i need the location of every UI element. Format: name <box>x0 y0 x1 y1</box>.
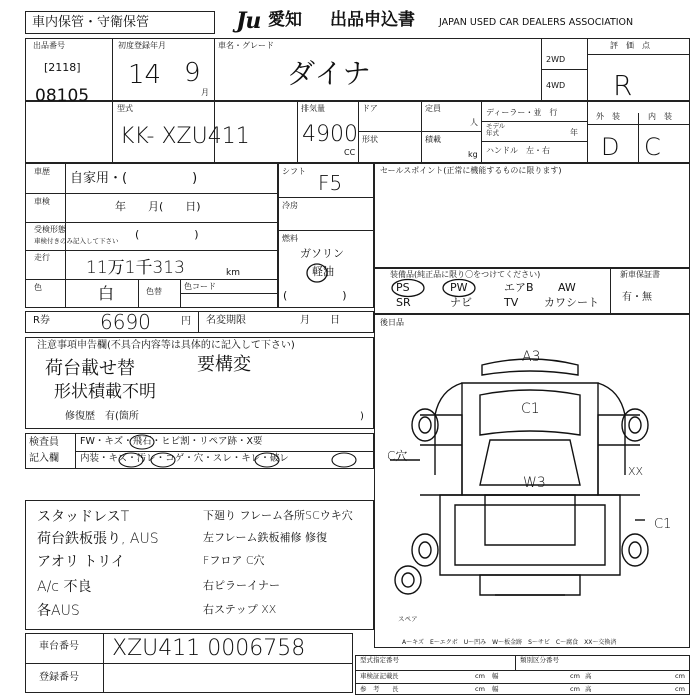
inspector-label1: 検査員 <box>29 437 59 448</box>
receipt-note: 車検付きのみ記入して下さい <box>34 237 119 245</box>
spare-label: スペア <box>398 615 418 623</box>
height-unit: cm <box>675 672 685 680</box>
color-value: 白 <box>98 284 115 303</box>
model-year-label: モデル 年式 <box>486 122 506 138</box>
score-label: 評 価 点 <box>610 41 650 50</box>
int-score: C <box>644 133 661 161</box>
month-unit: 月 <box>201 88 209 97</box>
dealer-label: ディーラー・並 行 <box>486 108 558 117</box>
len-label: 長 <box>392 672 399 680</box>
remark-line: A/c 不良 <box>37 579 92 595</box>
equipment-item: PS <box>396 281 410 294</box>
lot-bracket: [2118] <box>44 61 81 74</box>
mark-xx-right: XX <box>628 465 644 478</box>
color-label: 色 <box>34 283 42 292</box>
receipt-value: ( ) <box>135 228 199 241</box>
drive-4wd: 4WD <box>546 81 566 90</box>
type-designation-label: 型式指定番号 <box>360 656 399 664</box>
height-label: 高 <box>585 672 592 680</box>
lot-label: 出品番号 <box>33 41 65 50</box>
chassis-value: XZU411 0006758 <box>112 636 306 661</box>
remark-line: 左フレーム鉄板補修 修復 <box>203 531 328 544</box>
remarks-list <box>25 500 374 630</box>
equipment-item: SR <box>396 296 411 309</box>
remark-line: 各AUS <box>37 603 80 619</box>
drive-2wd: 2WD <box>546 55 566 64</box>
ref-width-unit: cm <box>570 685 580 693</box>
ref-width: 幅 <box>492 685 499 693</box>
equipment-item: PW <box>450 281 468 294</box>
mark-a3: A3 <box>522 349 541 365</box>
remark-line: アオリ トリイ <box>37 554 125 570</box>
mark-c1-top: C1 <box>521 401 540 417</box>
disp-label: 排気量 <box>301 104 325 113</box>
name-change-label: 名変期限 <box>206 315 246 326</box>
ref-len: 長 <box>392 685 399 693</box>
form-title: 出品申込書 <box>330 10 415 30</box>
width-unit: cm <box>570 672 580 680</box>
inspector-row2: 内装・キズ・汚レ・コゲ・穴・スレ・キレ・破レ <box>80 453 289 464</box>
doc-type-box <box>25 11 215 34</box>
mileage-label: 走行 <box>34 253 50 262</box>
remark-line: Fフロア C穴 <box>203 554 265 567</box>
ref-height-unit: cm <box>675 685 685 693</box>
remark-line: 下廻り フレーム各所SCウキ穴 <box>203 509 353 522</box>
door-label: ドア <box>362 104 378 113</box>
type-value: KK- XZU411 <box>120 124 250 149</box>
equipment-item: エアB <box>504 281 534 294</box>
inspector-row1: FW・キズ・飛石・ヒビ割・リペア跡・X要 <box>80 436 263 447</box>
type-label: 型式 <box>117 104 133 113</box>
mileage-value: 11万1千313 <box>86 258 185 278</box>
equipment-item: カワシート <box>544 296 599 309</box>
usage-label: 車歴 <box>34 167 50 176</box>
notes-label: 注意事項申告欄(不具合内容等は具体的に記入して下さい) <box>37 340 295 351</box>
disp-value: 4900 <box>302 122 358 147</box>
sales-point-label: セールスポイント(正常に機能するものに限ります) <box>380 166 562 175</box>
remark-line: 右ピラーイナー <box>203 579 280 592</box>
org-name: 愛知 <box>268 10 302 30</box>
repair-label: 修復歴 有(箇所 <box>65 411 139 422</box>
equipment-label: 装備品(純正品に限り〇をつけてください) <box>390 270 541 279</box>
repair-close: ) <box>360 411 364 422</box>
lot-number: 08105 <box>35 86 90 106</box>
model-name: ダイナ <box>287 57 371 90</box>
name-change-value: 月 日 <box>300 315 340 326</box>
color-code-label: 色コード <box>184 282 216 291</box>
mark-w3: W3 <box>523 475 546 491</box>
cooler-label: 冷房 <box>282 201 298 210</box>
notes-line1: 荷台載せ替 <box>45 358 135 379</box>
model-label: 車名・グレード <box>218 41 274 50</box>
pw-circle-mark <box>441 278 477 298</box>
load-unit: kg <box>468 150 478 159</box>
damage-legend: A～キズ E～エクボ U～凹み W～板金跡 S～サビ C～腐食 XX～交換済 <box>402 639 617 646</box>
int-label: 内 装 <box>648 112 672 121</box>
ref-label: 参 考 <box>360 685 380 693</box>
fuel-parens: ( ) <box>283 289 347 302</box>
handle-label: ハンドル 左・右 <box>486 146 550 155</box>
load-label: 積載 <box>425 135 441 144</box>
shape-label: 形状 <box>362 135 378 144</box>
width-label: 幅 <box>492 672 499 680</box>
inspector-label2: 記入欄 <box>29 453 59 464</box>
first-reg-year: 14 <box>128 60 162 90</box>
fuel-label: 燃料 <box>282 234 298 243</box>
recycle-value: 6690 <box>100 310 151 334</box>
after-label: 後日品 <box>380 318 404 327</box>
notes-line2: 形状積載不明 <box>54 382 156 402</box>
shift-value: F5 <box>318 171 343 195</box>
receipt-label: 受検形態 <box>34 225 66 234</box>
cert-label: 車検証記載 <box>360 672 393 680</box>
first-reg-label: 初度登録年月 <box>118 41 166 50</box>
fuel-diesel: 軽油 <box>312 265 334 278</box>
category-label: 類別区分番号 <box>520 656 559 664</box>
ps-circle-mark <box>390 278 426 298</box>
sales-point-frame <box>374 163 690 268</box>
color-change-label: 色替 <box>146 287 162 296</box>
form-subtitle: JAPAN USED CAR DEALERS ASSOCIATION <box>439 17 634 28</box>
notes-line1b: 要構変 <box>197 354 251 375</box>
recycle-unit: 円 <box>181 316 191 327</box>
mileage-unit: km <box>226 268 240 278</box>
inspect-value: 年 月( 日) <box>115 200 201 213</box>
disp-unit: CC <box>344 148 356 157</box>
len-unit: cm <box>475 672 485 680</box>
ju-logo: Ju <box>236 8 261 34</box>
usage-value: 自家用・( ) <box>70 171 198 186</box>
equipment-item: AW <box>558 281 576 294</box>
mark-c-ana: C穴 <box>387 449 408 463</box>
ref-height: 高 <box>585 685 592 693</box>
score-value: R <box>613 69 633 102</box>
mark-c1-right: C1 <box>654 517 672 532</box>
remark-line: スタッドレスT <box>37 509 130 525</box>
year-unit: 年 <box>570 128 578 137</box>
inspect-label: 車検 <box>34 197 50 206</box>
new-warranty-label: 新車保証書 <box>620 270 660 279</box>
ref-len-unit: cm <box>475 685 485 693</box>
shift-label: シフト <box>282 167 306 176</box>
fuel-circle-mark <box>305 262 329 284</box>
new-warranty-value: 有・無 <box>622 292 652 303</box>
remark-line: 荷台鉄板張り, AUS <box>37 531 159 547</box>
equipment-item: ナビ <box>450 296 472 309</box>
doc-type: 車内保管・守衛保管 <box>32 15 150 30</box>
reg-label: 登録番号 <box>39 672 79 683</box>
remark-line: 右ステップ XX <box>203 603 277 616</box>
inspector-circle-marks <box>100 434 370 470</box>
capacity-unit: 人 <box>470 118 478 127</box>
ext-score: D <box>601 133 620 161</box>
fuel-value: ガソリン <box>300 247 344 260</box>
recycle-label: R券 <box>33 315 50 326</box>
ext-label: 外 装 <box>596 112 620 121</box>
capacity-label: 定員 <box>425 104 441 113</box>
equipment-item: TV <box>504 296 519 309</box>
chassis-label: 車台番号 <box>39 641 79 652</box>
first-reg-month: 9 <box>184 58 201 88</box>
